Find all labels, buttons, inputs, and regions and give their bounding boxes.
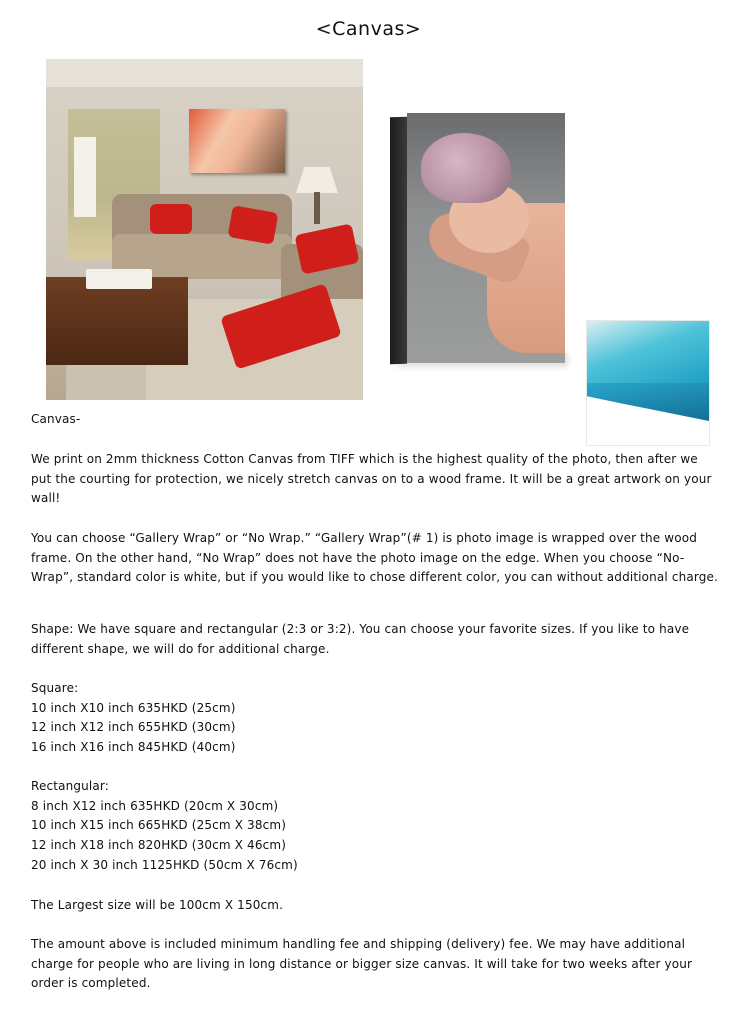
list-item: 10 inch X15 inch 665HKD (25cm X 38cm) bbox=[31, 818, 287, 833]
square-size-list bbox=[31, 679, 721, 758]
wooden-chest bbox=[46, 277, 188, 365]
list-item: 20 inch X 30 inch 1125HKD (50cm X 76cm) bbox=[31, 857, 298, 872]
list-item: 16 inch X16 inch 845HKD (40cm) bbox=[31, 740, 236, 755]
paragraph-print-info: We print on 2mm thickness Cotton Canvas from TIFF which is the highest quality of the photo, then after we put the courting for protection, we nicely stretch canvas on to a wood frame. It will be a great artwork on your wall! bbox=[31, 452, 712, 506]
list-item: 10 inch X10 inch 635HKD (25cm) bbox=[31, 700, 236, 715]
rectangular-heading: Rectangular: bbox=[31, 779, 109, 793]
square-heading: Square: bbox=[31, 681, 79, 695]
paragraph-wrap-options: You can choose “Gallery Wrap” or “No Wrap.” “Gallery Wrap”(# 1) is photo image is wrapped over the wood frame. On the other hand, “No Wrap” does not have the photo image on the edge. When you choose “No-Wrap”, standard color is white, but if you would like to chose different color, you can without additional charge. bbox=[31, 531, 719, 585]
list-item: 8 inch X12 inch 635HKD (20cm X 30cm) bbox=[31, 798, 279, 813]
baby-canvas-photo bbox=[390, 113, 565, 365]
paragraph-shape: Shape: We have square and rectangular (2:3 or 3:2). You can choose your favorite sizes. If you like to have different shape, we will do for additional charge. bbox=[31, 622, 690, 656]
living-room-photo bbox=[46, 59, 363, 400]
list-item: 12 inch X18 inch 820HKD (30cm X 46cm) bbox=[31, 838, 287, 853]
page-title: <Canvas> bbox=[315, 18, 422, 40]
rectangular-size-list bbox=[31, 777, 721, 876]
paragraph-fees: The amount above is included minimum handling fee and shipping (delivery) fee. We may have additional charge for people who are living in long distance or bigger size canvas. It will take for two weeks after your order is completed. bbox=[31, 937, 693, 991]
wall-canvas-artwork bbox=[189, 109, 285, 173]
largest-size-note: The Largest size will be 100cm X 150cm. bbox=[31, 898, 284, 912]
intro-label: Canvas- bbox=[31, 412, 81, 426]
list-item: 12 inch X12 inch 655HKD (30cm) bbox=[31, 720, 236, 735]
